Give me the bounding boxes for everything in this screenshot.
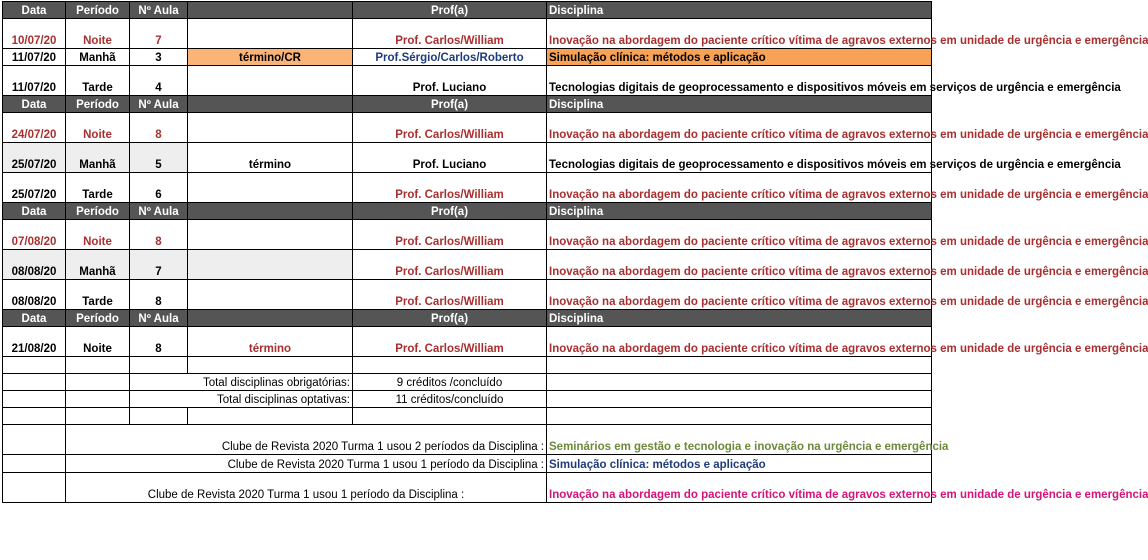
cell-aula: 8 [130,220,188,250]
clube-row [3,455,932,473]
header-data: Data [3,2,66,19]
clube-disciplina: Inovação na abordagem do paciente crítico vítima de agravos externos em unidade de urgência e emergência [547,473,932,503]
cell-data: 24/07/20 [3,113,66,143]
cell-obs: término [188,327,353,357]
header-periodo: Período [66,96,130,113]
header-row [3,2,932,19]
table-row [3,220,932,250]
header-aula: Nº Aula [130,310,188,327]
blank-row [3,408,932,425]
cell-data: 08/08/20 [3,280,66,310]
cell-prof: Prof. Carlos/William [353,327,547,357]
header-periodo: Período [66,310,130,327]
header-row [3,96,932,113]
header-periodo: Período [66,2,130,19]
header-aula: Nº Aula [130,96,188,113]
cell-disciplina: Simulação clínica: métodos e aplicação [547,49,932,66]
cell-periodo: Noite [66,19,130,49]
cell-obs [188,173,353,203]
clube-disciplina: Seminários em gestão e tecnologia e inovação na urgência e emergência [547,425,932,455]
cell-obs [188,19,353,49]
table-row [3,66,932,96]
cell-disciplina: Inovação na abordagem do paciente crítico vítima de agravos externos em unidade de urgência e emergência [547,113,932,143]
total-optativas-value: 11 créditos/concluído [353,391,547,408]
cell-periodo: Noite [66,113,130,143]
header-disciplina: Disciplina [547,96,932,113]
table-row [3,113,932,143]
cell-obs: término/CR [188,49,353,66]
cell-data: 25/07/20 [3,173,66,203]
cell-data: 21/08/20 [3,327,66,357]
header-data: Data [3,96,66,113]
cell-obs [188,280,353,310]
cell-disciplina: Tecnologias digitais de geoprocessamento e dispositivos móveis em serviços de urgência e emergência [547,143,932,173]
cell-aula: 7 [130,250,188,280]
cell-prof: Prof. Carlos/William [353,19,547,49]
cell-aula: 3 [130,49,188,66]
clube-label: Clube de Revista 2020 Turma 1 usou 1 período da Disciplina : [66,473,547,503]
cell-prof: Prof. Luciano [353,143,547,173]
cell-obs [188,250,353,280]
header-row [3,310,932,327]
table-row [3,49,932,66]
cell-prof: Prof. Carlos/William [353,220,547,250]
cell-periodo: Manhã [66,49,130,66]
total-optativas-label: Total disciplinas optativas: [130,391,353,408]
cell-data: 11/07/20 [3,49,66,66]
header-disciplina: Disciplina [547,2,932,19]
header-row [3,203,932,220]
header-prof: Prof(a) [353,203,547,220]
cell-data: 11/07/20 [3,66,66,96]
cell-disciplina: Tecnologias digitais de geoprocessamento e dispositivos móveis em serviços de urgência e emergência [547,66,932,96]
cell-disciplina: Inovação na abordagem do paciente crítico vítima de agravos externos em unidade de urgência e emergência [547,19,932,49]
header-periodo: Período [66,203,130,220]
cell-obs [188,113,353,143]
cell-disciplina: Inovação na abordagem do paciente crítico vítima de agravos externos em unidade de urgência e emergência [547,280,932,310]
cell-periodo: Tarde [66,280,130,310]
cell-disciplina: Inovação na abordagem do paciente crítico vítima de agravos externos em unidade de urgência e emergência [547,220,932,250]
total-optativas-row [3,391,932,408]
cell-disciplina: Inovação na abordagem do paciente crítico vítima de agravos externos em unidade de urgência e emergência [547,173,932,203]
cell-disciplina: Inovação na abordagem do paciente crítico vítima de agravos externos em unidade de urgência e emergência [547,250,932,280]
cell-periodo: Manhã [66,143,130,173]
table-row [3,250,932,280]
total-obrigatorias-row [3,374,932,391]
cell-periodo: Tarde [66,66,130,96]
clube-row [3,473,932,503]
clube-label: Clube de Revista 2020 Turma 1 usou 2 períodos da Disciplina : [66,425,547,455]
schedule-table [2,1,1148,503]
header-prof: Prof(a) [353,2,547,19]
header-blank [188,2,353,19]
cell-aula: 6 [130,173,188,203]
cell-obs [188,66,353,96]
cell-prof: Prof.Sérgio/Carlos/Roberto [353,49,547,66]
header-blank [188,96,353,113]
cell-aula: 5 [130,143,188,173]
cell-prof: Prof. Carlos/William [353,280,547,310]
header-prof: Prof(a) [353,96,547,113]
header-disciplina: Disciplina [547,203,932,220]
cell-aula: 8 [130,280,188,310]
cell-periodo: Tarde [66,173,130,203]
total-obrigatorias-value: 9 créditos /concluído [353,374,547,391]
header-blank [188,203,353,220]
blank-row [3,357,932,374]
header-aula: Nº Aula [130,2,188,19]
cell-data: 07/08/20 [3,220,66,250]
cell-aula: 8 [130,327,188,357]
table-row [3,143,932,173]
header-data: Data [3,310,66,327]
table-row [3,19,932,49]
cell-aula: 4 [130,66,188,96]
cell-data: 10/07/20 [3,19,66,49]
clube-disciplina: Simulação clínica: métodos e aplicação [547,455,932,473]
cell-aula: 7 [130,19,188,49]
clube-label: Clube de Revista 2020 Turma 1 usou 1 período da Disciplina : [66,455,547,473]
table-row [3,280,932,310]
cell-prof: Prof. Carlos/William [353,250,547,280]
cell-obs: término [188,143,353,173]
cell-periodo: Noite [66,220,130,250]
cell-aula: 8 [130,113,188,143]
total-obrigatorias-label: Total disciplinas obrigatórias: [130,374,353,391]
table-row [3,173,932,203]
cell-periodo: Manhã [66,250,130,280]
header-aula: Nº Aula [130,203,188,220]
cell-periodo: Noite [66,327,130,357]
cell-obs [188,220,353,250]
clube-row [3,425,932,455]
header-blank [188,310,353,327]
cell-data: 08/08/20 [3,250,66,280]
table-row [3,327,932,357]
cell-data: 25/07/20 [3,143,66,173]
cell-prof: Prof. Carlos/William [353,173,547,203]
cell-disciplina: Inovação na abordagem do paciente crítico vítima de agravos externos em unidade de urgência e emergência [547,327,932,357]
header-disciplina: Disciplina [547,310,932,327]
cell-prof: Prof. Carlos/William [353,113,547,143]
header-prof: Prof(a) [353,310,547,327]
header-data: Data [3,203,66,220]
cell-prof: Prof. Luciano [353,66,547,96]
